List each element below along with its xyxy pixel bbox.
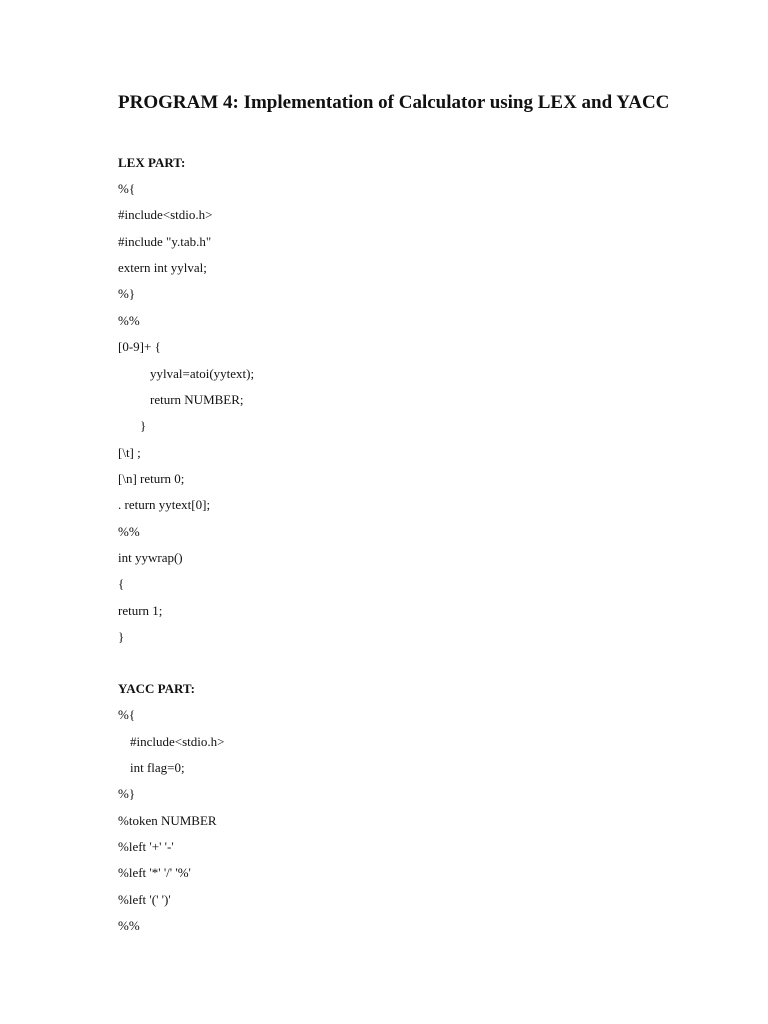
yacc-part-heading: YACC PART: bbox=[118, 681, 195, 696]
lex-code-line: %} bbox=[118, 286, 136, 301]
yacc-code-line: #include<stdio.h> bbox=[130, 734, 225, 749]
yacc-code-line: %} bbox=[118, 786, 136, 801]
yacc-code-line: %{ bbox=[118, 707, 136, 722]
lex-code-line: } bbox=[118, 629, 125, 644]
yacc-code-line: %% bbox=[118, 918, 140, 933]
lex-code-line: } bbox=[140, 418, 147, 433]
lex-code-line: extern int yylval; bbox=[118, 260, 207, 275]
lex-code-line: return NUMBER; bbox=[150, 392, 244, 407]
yacc-code-line: %token NUMBER bbox=[118, 813, 217, 828]
lex-code-line: [\t] ; bbox=[118, 445, 141, 460]
yacc-code-line: %left '*' '/' '%' bbox=[118, 865, 191, 880]
lex-code-line: [0-9]+ { bbox=[118, 339, 161, 354]
lex-code-line: %{ bbox=[118, 181, 136, 196]
yacc-code-line: %left '+' '-' bbox=[118, 839, 174, 854]
yacc-code-line: %left '(' ')' bbox=[118, 892, 171, 907]
lex-code-line: [\n] return 0; bbox=[118, 471, 185, 486]
page-title: PROGRAM 4: Implementation of Calculator using LEX and YACC bbox=[118, 92, 670, 113]
lex-code-line: #include<stdio.h> bbox=[118, 207, 213, 222]
lex-code-line: %% bbox=[118, 313, 140, 328]
lex-code-line: int yywrap() bbox=[118, 550, 183, 565]
lex-code-line: return 1; bbox=[118, 603, 163, 618]
lex-code-line: { bbox=[118, 576, 125, 591]
lex-code-line: %% bbox=[118, 524, 140, 539]
lex-part-heading: LEX PART: bbox=[118, 155, 186, 170]
yacc-code-line: int flag=0; bbox=[130, 760, 185, 775]
lex-code-line: . return yytext[0]; bbox=[118, 497, 211, 512]
lex-code-line: #include "y.tab.h" bbox=[118, 234, 212, 249]
lex-code-line: yylval=atoi(yytext); bbox=[150, 366, 255, 381]
